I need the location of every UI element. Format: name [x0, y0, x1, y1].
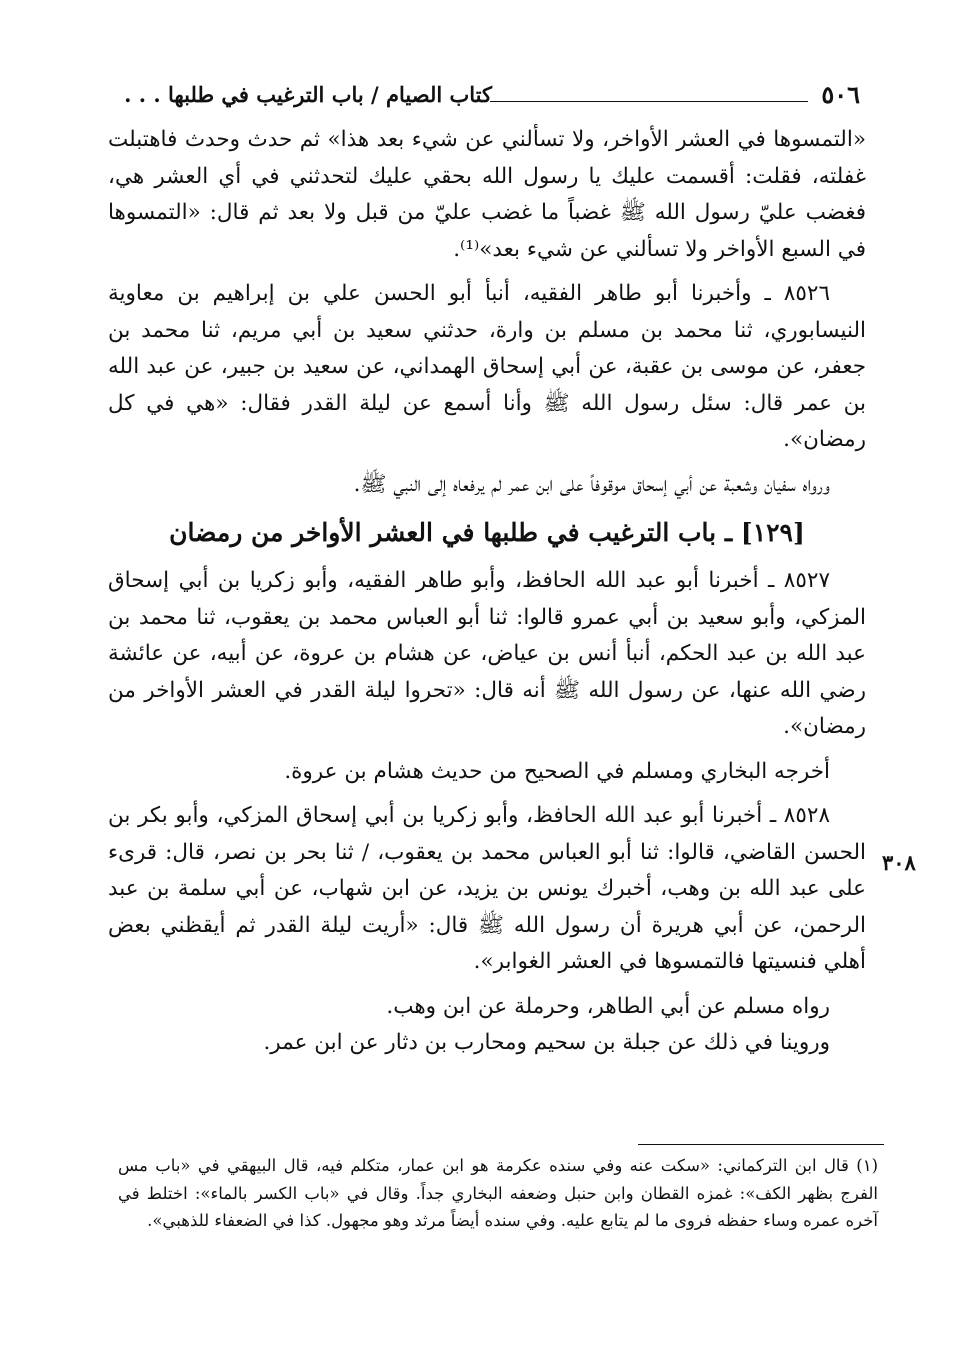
header-rule [490, 101, 808, 102]
commentary-8528-b: وروينا في ذلك عن جبلة بن سحيم ومحارب بن دثار عن ابن عمر. [263, 1030, 830, 1055]
page-number: ٥٠٦ [821, 80, 860, 109]
commentary-8526: ورواه سفيان وشعبة عن أبي إسحاق موقوفاً على ابن عمر لم يرفعاه إلى النبي ﷺ. [353, 471, 830, 497]
margin-page-reference: ٣٠٨ [882, 850, 916, 875]
commentary-8527: أخرجه البخاري ومسلم في الصحيح من حديث هشام بن عروة. [284, 758, 830, 784]
chapter-heading: [١٢٩] ـ باب الترغيب في طلبها في العشر الأواخر من رمضان [169, 518, 805, 547]
page-header [108, 78, 860, 114]
footnote: (١) قال ابن التركماني: «سكت عنه وفي سنده عكرمة هو ابن عمار، متكلم فيه، قال البيهقي في «باب مس الفرج بظهر الكف»: غمزه القطان وابن حنبل وضعفه البخاري جداً. وقال في «باب الكسر بالماء»: اختلط في آخره عمره وساء حفظه فروى ما لم يتابع عليه. وفي سنده أيضاً مرثد وهو مجهول. كذا في الضعفاء للذهبي». [118, 1156, 879, 1230]
hadith-8528: ٨٥٢٨ ـ أخبرنا أبو عبد الله الحافظ، وأبو زكريا بن أبي إسحاق المزكي، وأبو بكر بن الحسن القاضي، قالوا: ثنا أبو العباس محمد بن يعقوب، / ثنا بحر بن نصر، قال: قرىء على عبد الله بن وهب، أخبرك يونس بن يزيد، عن ابن شهاب، عن أبي سلمة بن عبد الرحمن، عن أبي هريرة أن رسول الله ﷺ قال: «أريت ليلة القدر ثم أيقظني بعض أهلي فنسيتها فالتمسوها في العشر الغوابر». [108, 803, 866, 974]
main-text [108, 122, 866, 1070]
running-title: كتاب الصيام / باب الترغيب في طلبها . . . [124, 82, 492, 107]
footnote-rule [638, 1144, 884, 1145]
hadith-8526: ٨٥٢٦ ـ وأخبرنا أبو طاهر الفقيه، أنبأ أبو الحسن علي بن إبراهيم بن معاوية النيسابوري، ثنا محمد بن مسلم بن وارة، حدثني سعيد بن أبي مريم، ثنا محمد بن جعفر، عن موسى بن عقبة، عن أبي إسحاق الهمداني، عن سعيد بن جبير، عن عبد الله بن عمر قال: سئل رسول الله ﷺ وأنا أسمع عن ليلة القدر فقال: «هي في كل رمضان». [108, 281, 866, 452]
paragraph-continuation: «التمسوها في العشر الأواخر، ولا تسألني عن شيء بعد هذا» ثم حدث وحدث فاهتبلت غفلته، فقلت: أقسمت عليك يا رسول الله بحقي عليك لتحدثني في أي العشر هي، فغضب عليّ رسول الله ﷺ غضباً ما غضب عليّ من قبل ولا بعد ثم قال: «التمسوها في السبع الأواخر ولا تسألني عن شيء بعد»⁽¹⁾. [108, 127, 866, 262]
commentary-8528-a: رواه مسلم عن أبي الطاهر، وحرملة عن ابن وهب. [386, 993, 830, 1019]
hadith-8527: ٨٥٢٧ ـ أخبرنا أبو عبد الله الحافظ، وأبو طاهر الفقيه، وأبو زكريا بن أبي إسحاق المزكي، وأبو سعيد بن أبي عمرو قالوا: ثنا أبو العباس محمد بن يعقوب، ثنا محمد بن عبد الله بن عبد الحكم، أنبأ أنس بن عياض، عن هشام بن عروة، عن أبيه، عن عائشة رضي الله عنها، عن رسول الله ﷺ أنه قال: «تحروا ليلة القدر في العشر الأواخر من رمضان». [108, 568, 866, 739]
